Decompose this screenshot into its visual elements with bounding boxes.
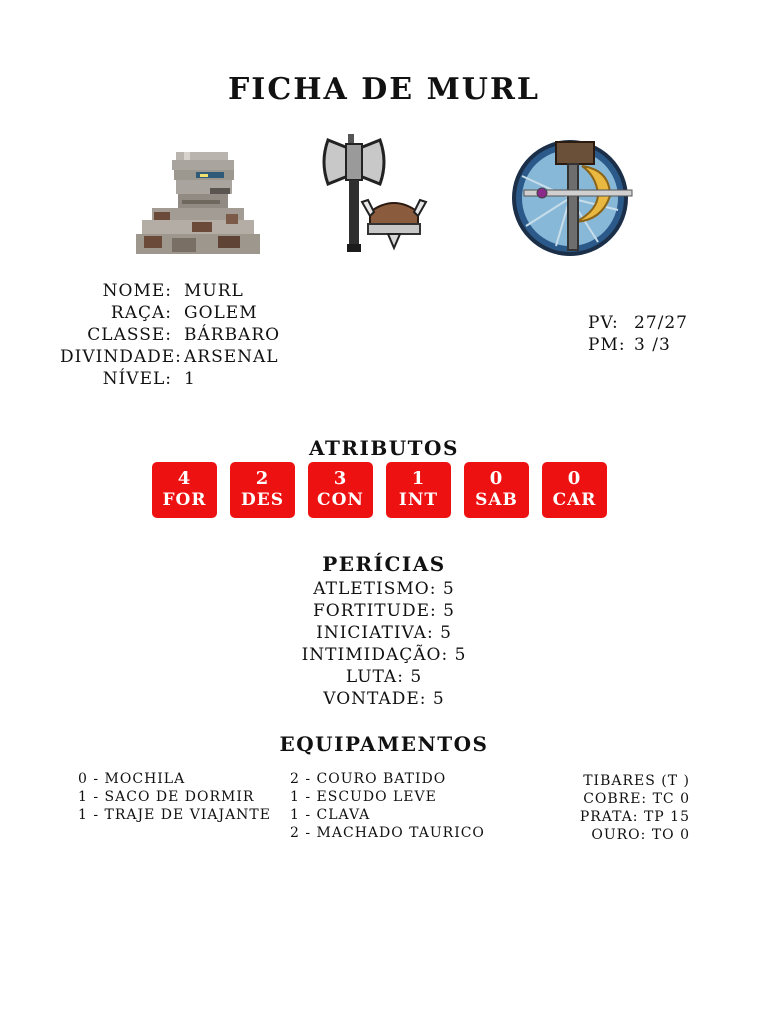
hammer-deity-emblem-icon [506,136,636,258]
deity-label: DIVINDADE: [60,347,182,367]
info-row-race [60,302,280,324]
attribute-int [386,462,451,518]
equipment-item: 1 - SACO DE DORMIR [78,789,255,805]
attribute-value: 3 [333,468,348,489]
money-gold: OURO: TO 0 [591,827,690,843]
equipment-item: 1 - ESCUDO LEVE [290,789,437,805]
attribute-value: 0 [567,468,582,489]
mp-value: 3 /3 [634,335,671,355]
race-value: GOLEM [184,303,258,323]
mp-label: PM: [588,335,626,355]
character-info [60,280,280,390]
race-label: RAÇA: [110,303,172,323]
page-title: FICHA DE MURL [228,72,540,107]
class-label: CLASSE: [87,325,172,345]
attribute-name: DES [241,490,284,510]
attribute-name: INT [398,490,439,510]
hp-label: PV: [588,313,619,333]
deity-value: ARSENAL [184,347,279,367]
equipment-item: 0 - MOCHILA [78,771,186,787]
golem-portrait-icon [132,148,264,256]
info-row-name [60,280,280,302]
equipment-title: EQUIPAMENTOS [279,732,489,756]
skill-item: INICIATIVA: 5 [316,623,452,643]
skill-item: VONTADE: 5 [323,689,445,709]
mp-row [588,334,688,356]
attributes-list [152,462,607,518]
equipment-column-2 [290,770,485,842]
info-row-level [60,368,280,390]
money-list [548,772,690,844]
attribute-for [152,462,217,518]
attribute-con [308,462,373,518]
level-value: 1 [184,369,196,389]
money-silver: PRATA: TP 15 [579,809,690,825]
skill-item: INTIMIDAÇÃO: 5 [301,645,467,665]
attribute-value: 4 [177,468,192,489]
attribute-des [230,462,295,518]
skill-item: FORTITUDE: 5 [313,601,455,621]
skill-item: ATLETISMO: 5 [313,579,455,599]
attribute-sab [464,462,529,518]
attribute-car [542,462,607,518]
hp-value: 27/27 [634,313,688,333]
axe-and-viking-helmet-icon [318,132,434,256]
class-value: BÁRBARO [184,325,281,345]
equipment-column-1 [78,770,271,824]
attributes-title: ATRIBUTOS [309,436,459,460]
equipment-item: 2 - COURO BATIDO [290,771,447,787]
level-label: NÍVEL: [102,369,172,389]
equipment-item: 1 - CLAVA [290,807,371,823]
attribute-value: 2 [255,468,270,489]
info-row-deity [60,346,280,368]
money-header: TIBARES (T ) [583,773,690,789]
attribute-name: CON [317,490,364,510]
skill-item: LUTA: 5 [345,667,423,687]
info-row-class [60,324,280,346]
attribute-name: FOR [162,490,207,510]
equipment-item: 2 - MACHADO TAURICO [290,825,485,841]
name-label: NOME: [102,281,172,301]
skills-list [0,578,768,710]
hp-row [588,312,688,334]
attribute-name: CAR [552,490,597,510]
attribute-value: 0 [489,468,504,489]
money-copper: COBRE: TC 0 [583,791,690,807]
attribute-name: SAB [475,490,518,510]
vitals [588,312,688,356]
equipment-item: 1 - TRAJE DE VIAJANTE [78,807,271,823]
attribute-value: 1 [411,468,426,489]
skills-title: PERÍCIAS [322,552,446,576]
name-value: MURL [184,281,244,301]
